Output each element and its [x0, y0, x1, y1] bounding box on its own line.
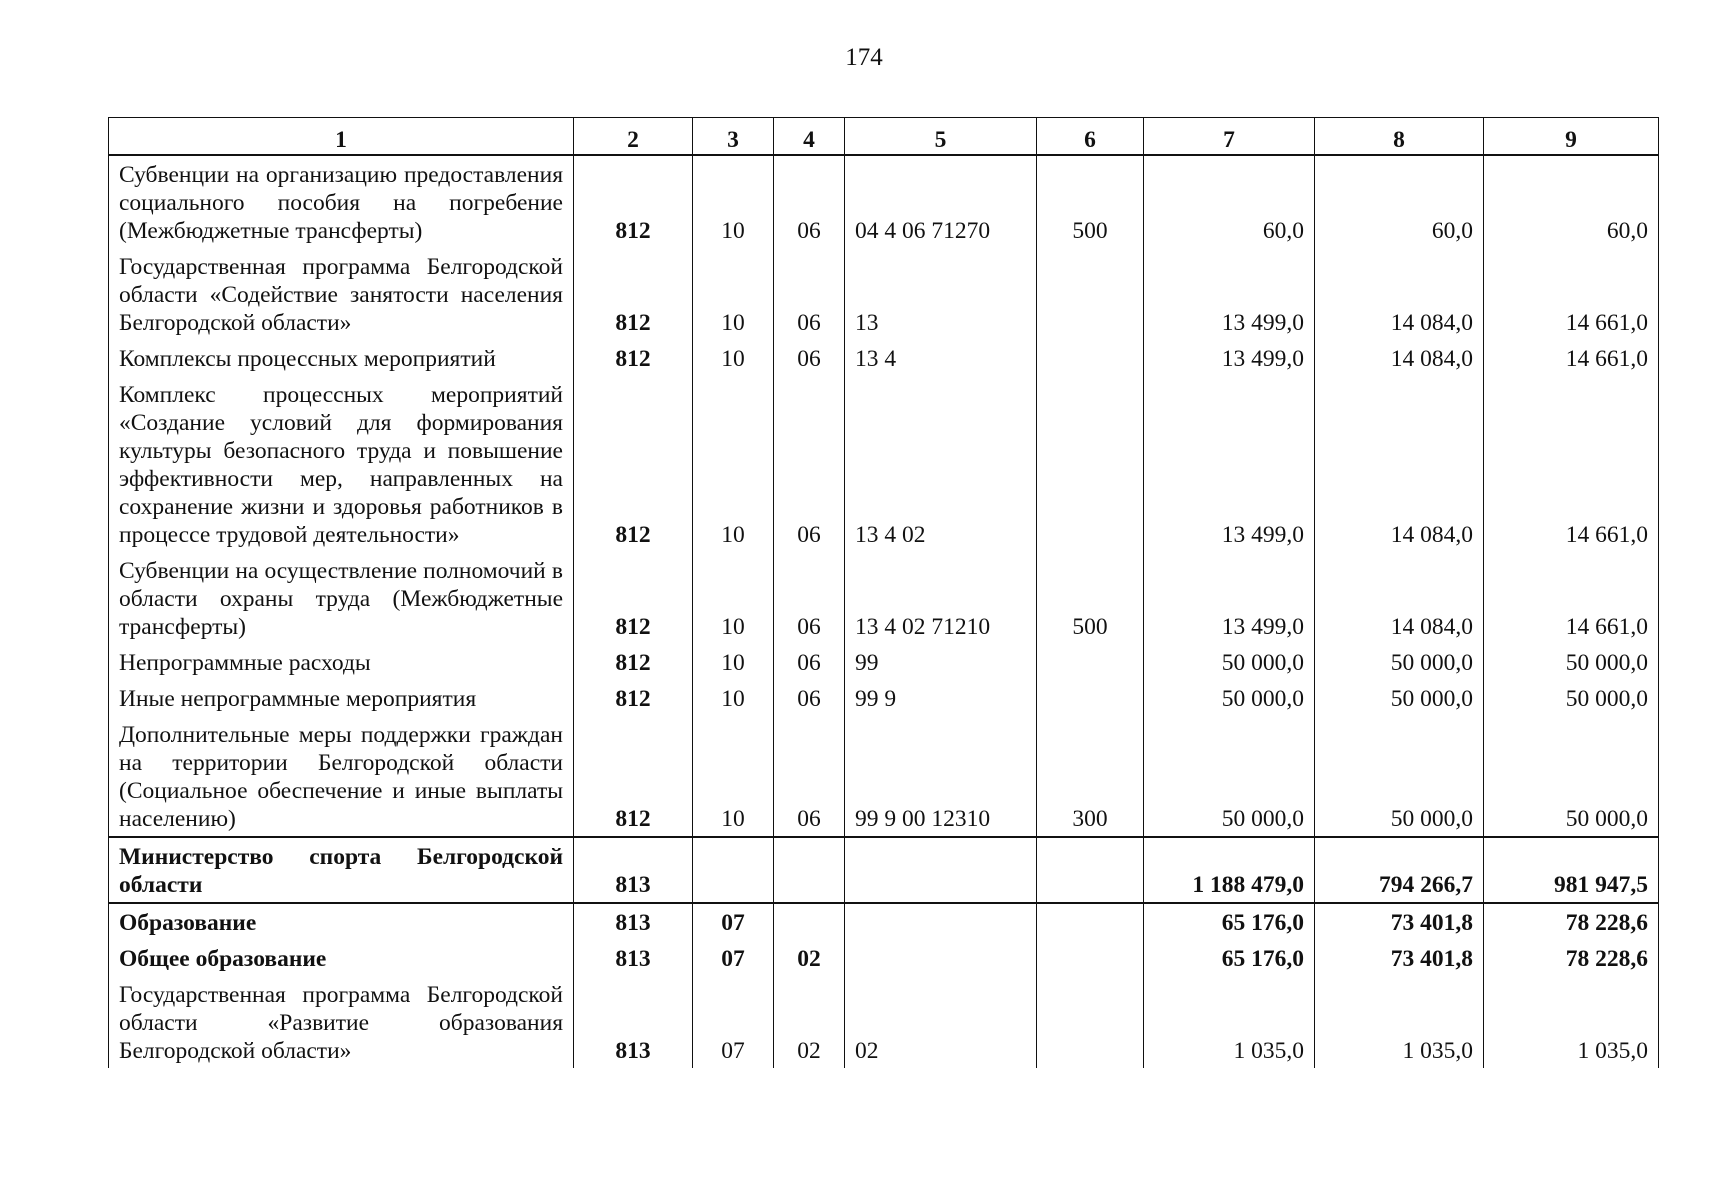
- section-code: 10: [693, 552, 774, 644]
- amount-col7: 50 000,0: [1144, 644, 1315, 680]
- subsection-code: 06: [774, 644, 845, 680]
- table-row: [109, 376, 1659, 552]
- target-article-code: 13: [845, 248, 1037, 340]
- expense-type-code: [1037, 940, 1144, 976]
- column-header: 3: [693, 118, 774, 156]
- amount-col7: 13 499,0: [1144, 376, 1315, 552]
- grbs-code: 812: [574, 716, 693, 837]
- table-row: [109, 716, 1659, 837]
- row-name: Комплексы процессных мероприятий: [109, 340, 574, 376]
- page-number: 174: [845, 44, 883, 71]
- row-name: Общее образование: [109, 940, 574, 976]
- target-article-code: 13 4 02 71210: [845, 552, 1037, 644]
- amount-col7: 1 035,0: [1144, 976, 1315, 1068]
- column-header: 2: [574, 118, 693, 156]
- section-code: 10: [693, 155, 774, 248]
- amount-col8: 14 084,0: [1315, 376, 1484, 552]
- amount-col8: 14 084,0: [1315, 248, 1484, 340]
- target-article-code: [845, 940, 1037, 976]
- amount-col9: 50 000,0: [1484, 680, 1659, 716]
- expense-type-code: 500: [1037, 552, 1144, 644]
- expense-type-code: 500: [1037, 155, 1144, 248]
- section-code: 07: [693, 903, 774, 940]
- expense-type-code: 300: [1037, 716, 1144, 837]
- expense-type-code: [1037, 340, 1144, 376]
- section-code: 10: [693, 680, 774, 716]
- amount-col9: 981 947,5: [1484, 837, 1659, 903]
- grbs-code: 813: [574, 940, 693, 976]
- column-header: 4: [774, 118, 845, 156]
- subsection-code: 06: [774, 716, 845, 837]
- table-row: [109, 680, 1659, 716]
- expense-type-code: [1037, 376, 1144, 552]
- amount-col9: 78 228,6: [1484, 940, 1659, 976]
- amount-col7: 1 188 479,0: [1144, 837, 1315, 903]
- row-name: Комплекс процессных мероприятий «Создание условий для формирования культуры безопасного труда и повышение эффективности мер, направленных на сохранение жизни и здоровья работников в процессе трудовой деятельности»: [109, 376, 574, 552]
- amount-col8: 14 084,0: [1315, 340, 1484, 376]
- expense-type-code: [1037, 680, 1144, 716]
- grbs-code: 812: [574, 340, 693, 376]
- amount-col8: 50 000,0: [1315, 644, 1484, 680]
- row-name: Образование: [109, 903, 574, 940]
- amount-col7: 65 176,0: [1144, 940, 1315, 976]
- amount-col8: 73 401,8: [1315, 903, 1484, 940]
- grbs-code: 813: [574, 976, 693, 1068]
- section-code: 07: [693, 976, 774, 1068]
- amount-col9: 14 661,0: [1484, 376, 1659, 552]
- target-article-code: 99 9 00 12310: [845, 716, 1037, 837]
- amount-col7: 13 499,0: [1144, 248, 1315, 340]
- target-article-code: 13 4 02: [845, 376, 1037, 552]
- table-row-ministry: [109, 837, 1659, 903]
- subsection-code: 06: [774, 155, 845, 248]
- table-row: [109, 940, 1659, 976]
- amount-col9: 60,0: [1484, 155, 1659, 248]
- amount-col9: 14 661,0: [1484, 248, 1659, 340]
- row-name: Государственная программа Белгородской области «Содействие занятости населения Белгородской области»: [109, 248, 574, 340]
- amount-col8: 1 035,0: [1315, 976, 1484, 1068]
- grbs-code: 812: [574, 248, 693, 340]
- section-code: 10: [693, 340, 774, 376]
- row-name: Субвенции на организацию предоставления социального пособия на погребение (Межбюджетные трансферты): [109, 155, 574, 248]
- subsection-code: [774, 837, 845, 903]
- table-row: [109, 903, 1659, 940]
- row-name: Министерство спорта Белгородской области: [109, 837, 574, 903]
- column-header: 8: [1315, 118, 1484, 156]
- grbs-code: 813: [574, 837, 693, 903]
- section-code: 10: [693, 716, 774, 837]
- column-header: 1: [109, 118, 574, 156]
- grbs-code: 813: [574, 903, 693, 940]
- row-name: Непрограммные расходы: [109, 644, 574, 680]
- target-article-code: [845, 903, 1037, 940]
- amount-col9: 50 000,0: [1484, 644, 1659, 680]
- target-article-code: 99: [845, 644, 1037, 680]
- column-header: 5: [845, 118, 1037, 156]
- amount-col9: 14 661,0: [1484, 552, 1659, 644]
- table-row: [109, 552, 1659, 644]
- target-article-code: 99 9: [845, 680, 1037, 716]
- grbs-code: 812: [574, 644, 693, 680]
- table-row: [109, 248, 1659, 340]
- expense-type-code: [1037, 644, 1144, 680]
- grbs-code: 812: [574, 155, 693, 248]
- row-name: Субвенции на осуществление полномочий в области охраны труда (Межбюджетные трансферты): [109, 552, 574, 644]
- expense-type-code: [1037, 837, 1144, 903]
- amount-col7: 65 176,0: [1144, 903, 1315, 940]
- target-article-code: 02: [845, 976, 1037, 1068]
- amount-col7: 13 499,0: [1144, 552, 1315, 644]
- amount-col8: 73 401,8: [1315, 940, 1484, 976]
- row-name: Дополнительные меры поддержки граждан на территории Белгородской области (Социальное обеспечение и иные выплаты населению): [109, 716, 574, 837]
- column-header: 9: [1484, 118, 1659, 156]
- budget-table: [108, 117, 1659, 1068]
- table-row: [109, 155, 1659, 248]
- section-code: 10: [693, 376, 774, 552]
- amount-col8: 794 266,7: [1315, 837, 1484, 903]
- subsection-code: 02: [774, 976, 845, 1068]
- expense-type-code: [1037, 976, 1144, 1068]
- amount-col9: 14 661,0: [1484, 340, 1659, 376]
- table-row: [109, 976, 1659, 1068]
- subsection-code: 02: [774, 940, 845, 976]
- target-article-code: 04 4 06 71270: [845, 155, 1037, 248]
- section-code: 07: [693, 940, 774, 976]
- amount-col9: 1 035,0: [1484, 976, 1659, 1068]
- subsection-code: [774, 903, 845, 940]
- amount-col8: 14 084,0: [1315, 552, 1484, 644]
- expense-type-code: [1037, 248, 1144, 340]
- amount-col7: 50 000,0: [1144, 716, 1315, 837]
- amount-col7: 60,0: [1144, 155, 1315, 248]
- expense-type-code: [1037, 903, 1144, 940]
- amount-col8: 50 000,0: [1315, 716, 1484, 837]
- table-row: [109, 340, 1659, 376]
- target-article-code: 13 4: [845, 340, 1037, 376]
- subsection-code: 06: [774, 340, 845, 376]
- amount-col9: 78 228,6: [1484, 903, 1659, 940]
- row-name: Иные непрограммные мероприятия: [109, 680, 574, 716]
- section-code: 10: [693, 644, 774, 680]
- subsection-code: 06: [774, 376, 845, 552]
- amount-col8: 50 000,0: [1315, 680, 1484, 716]
- row-name: Государственная программа Белгородской области «Развитие образования Белгородской области»: [109, 976, 574, 1068]
- amount-col7: 13 499,0: [1144, 340, 1315, 376]
- amount-col9: 50 000,0: [1484, 716, 1659, 837]
- header-row: [109, 118, 1659, 156]
- subsection-code: 06: [774, 680, 845, 716]
- target-article-code: [845, 837, 1037, 903]
- grbs-code: 812: [574, 680, 693, 716]
- section-code: [693, 837, 774, 903]
- subsection-code: 06: [774, 552, 845, 644]
- subsection-code: 06: [774, 248, 845, 340]
- grbs-code: 812: [574, 376, 693, 552]
- column-header: 7: [1144, 118, 1315, 156]
- section-code: 10: [693, 248, 774, 340]
- amount-col7: 50 000,0: [1144, 680, 1315, 716]
- column-header: 6: [1037, 118, 1144, 156]
- table-row: [109, 644, 1659, 680]
- grbs-code: 812: [574, 552, 693, 644]
- amount-col8: 60,0: [1315, 155, 1484, 248]
